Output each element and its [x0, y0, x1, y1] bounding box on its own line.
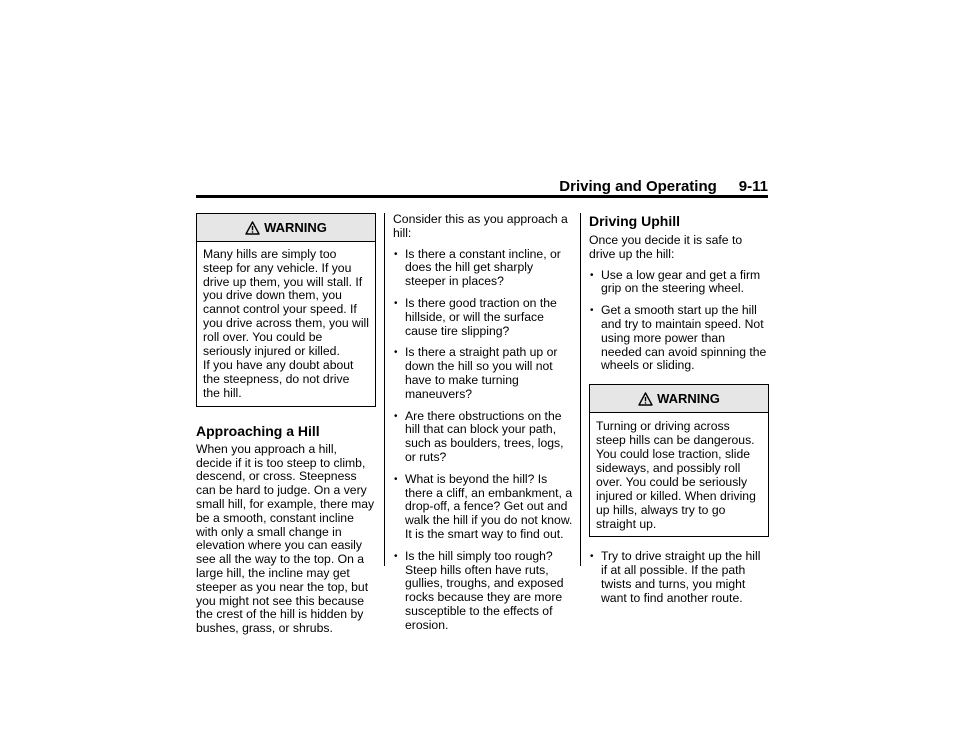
header-rule: [196, 195, 768, 198]
warning-title: WARNING: [657, 390, 720, 406]
warning-paragraph: Turning or driving across steep hills can be dangerous. You could lose traction, slide sideways, and possibly roll over. You could be seriously injured or killed. When driving up hills, always try to go straight up.: [596, 419, 756, 532]
list-item-text: Use a low gear and get a firm grip on the steering wheel.: [601, 267, 761, 296]
warning-box: [196, 213, 376, 407]
bullet-icon: •: [394, 473, 398, 485]
column-right: [589, 213, 769, 605]
page-number: 9-11: [738, 178, 768, 195]
list-item: [589, 269, 769, 297]
list-item: [589, 304, 769, 373]
list-item-text: Is there a constant incline, or does the hill get sharply steeper in places?: [405, 246, 561, 289]
list-item: [393, 473, 573, 542]
list-item-text: Is the hill simply too rough? Steep hills often have ruts, gullies, troughs, and exposed rocks because they are more susceptible to the effects of erosion.: [405, 548, 564, 632]
bullet-icon: •: [590, 551, 594, 563]
warning-header: [590, 385, 768, 413]
bullet-icon: •: [590, 305, 594, 317]
bullet-icon: •: [590, 269, 594, 281]
warning-title: WARNING: [264, 219, 327, 235]
chapter-title: Driving and Operating: [559, 178, 717, 195]
bullet-list: [393, 248, 573, 633]
list-item-text: What is beyond the hill? Is there a cliff, an embankment, a drop-off, a fence? Get out and walk the hill if you do not know. It is the smart way to find out.: [405, 471, 573, 541]
bullet-icon: •: [394, 297, 398, 309]
column-middle: [393, 213, 573, 633]
bullet-icon: •: [394, 347, 398, 359]
column-left: [196, 213, 376, 636]
section-title-approaching: Approaching a Hill: [196, 422, 320, 439]
bullet-list: [589, 269, 769, 374]
section-title-uphill: Driving Uphill: [589, 213, 680, 229]
list-item-text: Get a smooth start up the hill and try to maintain speed. Not using more power than needed can avoid spinning the wheels or sliding.: [601, 303, 767, 373]
list-item: [589, 550, 769, 605]
page-header: [196, 178, 768, 195]
list-item-text: Try to drive straight up the hill if at all possible. If the path twists and turns, you might want to find another route.: [601, 549, 761, 605]
bullet-icon: •: [394, 248, 398, 260]
bullet-icon: •: [394, 550, 398, 562]
list-item: [393, 550, 573, 633]
list-item: [393, 346, 573, 401]
column-divider: [580, 213, 581, 566]
list-item: [393, 297, 573, 338]
section-body-approaching: When you approach a hill, decide if it is too steep to climb, descend, or cross. Steepness can be hard to judge. On a very small hill, for example, there may be a smooth, constant incline with only a small change in elevation where you can easily see all the way to the top. On a large hill, the incline may get steeper as you near the top, but you might not see this because the crest of the hill is hidden by bushes, grass, or shrubs.: [196, 441, 375, 636]
column-divider: [384, 213, 385, 566]
warning-body: [590, 413, 768, 536]
warning-box: [589, 384, 769, 537]
warning-triangle-icon: [638, 392, 653, 406]
warning-header: [197, 214, 375, 242]
bullet-list: [589, 550, 769, 605]
warning-paragraph: If you have any doubt about the steepness, do not drive the hill.: [203, 358, 354, 400]
intro-text: Consider this as you approach a hill:: [393, 212, 568, 240]
list-item-text: Are there obstructions on the hill that can block your path, such as boulders, trees, logs, or ruts?: [405, 408, 564, 464]
list-item-text: Is there good traction on the hillside, or will the surface cause tire slipping?: [405, 295, 557, 338]
list-item: [393, 410, 573, 465]
list-item-text: Is there a straight path up or down the hill so you will not have to make turning maneuvers?: [405, 345, 558, 401]
bullet-icon: •: [394, 410, 398, 422]
intro-text: Once you decide it is safe to drive up the hill:: [589, 233, 743, 261]
warning-body: [197, 242, 375, 406]
warning-triangle-icon: [245, 221, 260, 235]
warning-paragraph: Many hills are simply too steep for any vehicle. If you drive up them, you will stall. If you drive down them, you cannot control your speed. If you drive across them, you will roll over. You could be seriously injured or killed.: [203, 247, 369, 358]
list-item: [393, 248, 573, 289]
